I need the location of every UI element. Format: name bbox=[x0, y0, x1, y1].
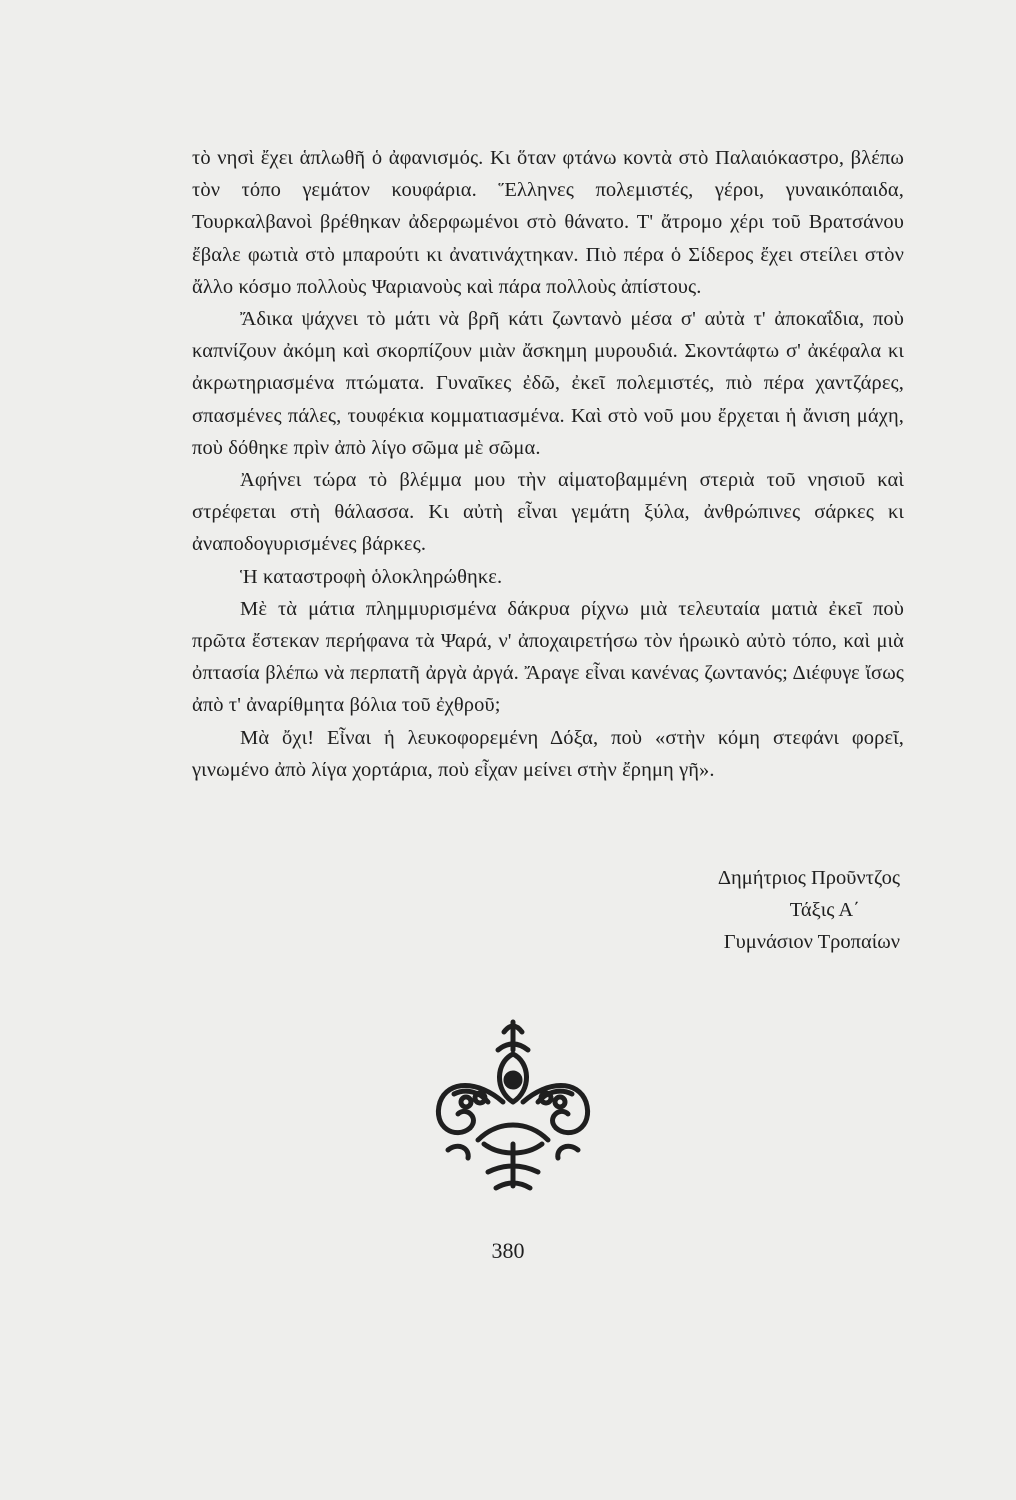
paragraph-1: τὸ νησὶ ἔχει ἁπλωθῆ ὁ ἀφανισμός. Κι ὅταν φτάνω κοντὰ στὸ Παλαιόκαστρο, βλέπω τὸν τόπο γεμάτον κουφάρια. Ἕλληνες πολεμιστές, γέροι, γυναικόπαιδα, Τουρκαλβανοὶ βρέθηκαν ἀδερφωμένοι στὸ θάνατο. Τ' ἄτρομο χέρι τοῦ Βρατσάνου ἔβαλε φωτιὰ στὸ μπαρούτι κι ἀνατινάχτηκαν. Πιὸ πέρα ὁ Σίδερος ἔχει στείλει στὸν ἄλλο κόσμο πολλοὺς Ψαριανοὺς καὶ πάρα πολλοὺς ἀπίστους. bbox=[192, 147, 904, 298]
paragraph-2: Ἄδικα ψάχνει τὸ μάτι νὰ βρῆ κάτι ζωντανὸ μέσα σ' αὐτὰ τ' ἀποκαΐδια, ποὺ καπνίζουν ἀκόμη καὶ σκορπίζουν μιὰν ἄσκημη μυρουδιά. Σκοντάφτω σ' ἀκέφαλα κι ἀκρωτηριασμένα πτώματα. Γυναῖκες ἐδῶ, ἐκεῖ πολεμιστές, πιὸ πέρα χαντζάρες, σπασμένες πάλες, τουφέκια κομματιασμένα. Καὶ στὸ νοῦ μου ἔρχεται ἡ ἄνιση μάχη, ποὺ δόθηκε πρὶν ἀπὸ λίγο σῶμα μὲ σῶμα. bbox=[192, 308, 904, 459]
author-school: Γυμνάσιον Τροπαίων bbox=[723, 931, 900, 953]
paragraph-4: Ἡ καταστροφὴ ὁλοκληρώθηκε. bbox=[240, 565, 503, 588]
body-text bbox=[192, 142, 904, 786]
paragraph-3: Ἀφήνει τώρα τὸ βλέμμα μου τὴν αἱματοβαμμένη στεριὰ τοῦ νησιοῦ καὶ στρέφεται στὴ θάλασσα. Κι αὐτὴ εἶναι γεμάτη ξύλα, ἀνθρώπινες σάρκες κι ἀναποδογυρισμένες βάρκες. bbox=[192, 469, 904, 556]
signature-block bbox=[600, 862, 900, 958]
author-name: Δημήτριος Προῦντζος bbox=[717, 867, 900, 889]
author-class: Τάξις Α΄ bbox=[789, 899, 860, 921]
paragraph-6: Μὰ ὄχι! Εἶναι ἡ λευκοφορεμένη Δόξα, ποὺ «στὴν κόμη στεφάνι φορεῖ, γινωμένο ἀπὸ λίγα χορτάρια, ποὺ εἶχαν μείνει στὴν ἔρημη γῆ». bbox=[192, 726, 904, 781]
paragraph-5: Μὲ τὰ μάτια πλημμυρισμένα δάκρυα ρίχνω μιὰ τελευταία ματιὰ ἐκεῖ ποὺ πρῶτα ἔστεκαν περήφανα τὰ Ψαρά, ν' ἀποχαιρετήσω τὸν ἡρωικὸ αὐτὸ τόπο, καὶ μιὰ ὀπτασία βλέπω νὰ περπατῆ ἀργὰ ἀργά. Ἄραγε εἶναι κανένας ζωντανός; Διέφυγε ἴσως ἀπὸ τ' ἀναρίθμητα βόλια τοῦ ἐχθροῦ; bbox=[192, 597, 904, 717]
floral-ornament-icon bbox=[418, 1010, 608, 1200]
page-number: 380 bbox=[491, 1238, 525, 1263]
